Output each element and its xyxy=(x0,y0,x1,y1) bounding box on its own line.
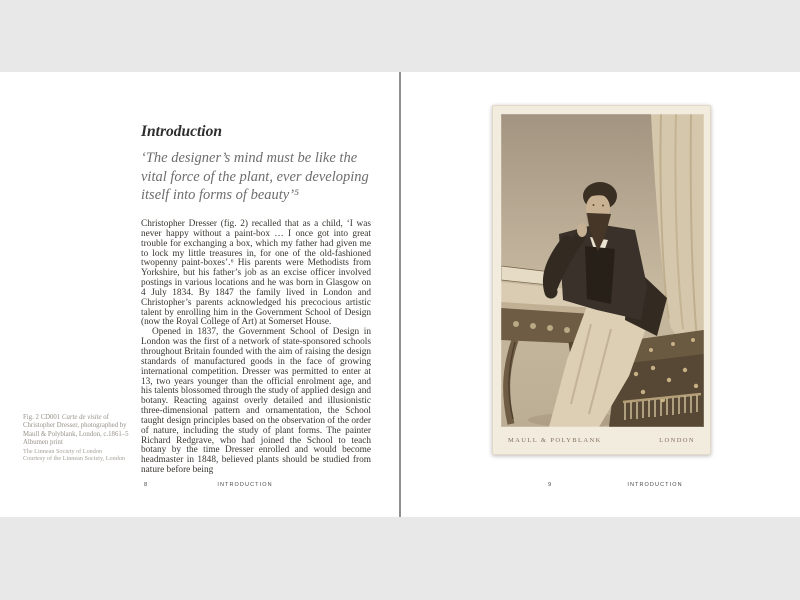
caption-line: Christopher Dresser, photographed by xyxy=(23,422,127,430)
page-gutter-divider xyxy=(399,72,401,517)
photo-mount-imprint xyxy=(493,426,710,454)
carte-de-visite-card xyxy=(492,105,711,455)
portrait-photo xyxy=(501,114,704,427)
caption-line: Fig. 2 CD001 Carte de visite of xyxy=(23,414,109,421)
running-head-left: INTRODUCTION xyxy=(217,482,273,488)
portrait-illustration xyxy=(501,114,704,427)
hand xyxy=(577,223,587,237)
body-paragraph: Opened in 1837, the Government School of Design in London was the first of a network of state-sponsored schools throughout Britain founded with the aim of raising the design standards of manufactured goods in the face of growing international competition. Dresser was permitted to enter at 13, two years younger than the official enrolment age, and his talents blossomed through the study of applied design and botany. Reacting against overly detailed and illusionistic three-dimensional pattern and ornamentation, the School taught design principles based on the observation of the order of nature, including the study of plant forms. The painter Richard Redgrave, who had joined the School to teach botany by the time Dresser enrolled and would become headmaster in 1848, believed plants should be studied from nature before being xyxy=(141,327,371,476)
figure-caption xyxy=(23,414,141,463)
caption-credit-line: The Linnean Society of London xyxy=(23,447,103,455)
body-paragraph: Christopher Dresser (fig. 2) recalled that as a child, ‘I was never happy without a paint-box … I once got into great trouble for exchanging a box, which my father had given me to lock my little treasures in, for one of the old-fashioned twopenny paint-boxes’.⁶ His parents were Methodists from Yorkshire, but his father’s job as an excise officer involved postings in various locations and he was born in Glasgow on 4 July 1834. By 1847 the family lived in London and Christopher’s parents acknowledged his precocious artistic talent by enrolling him in the Government School of Design (now the Royal College of Art) at Somerset House. xyxy=(141,219,371,328)
epigraph-quote: ‘The designer’s mind must be like the vital force of the plant, ever developing itself into forms of beauty’⁵ xyxy=(141,150,369,203)
body-text-column xyxy=(141,220,371,476)
page-number-right: 9 xyxy=(548,482,552,488)
caption-line: Albumen print xyxy=(23,439,63,447)
caption-line: Maull & Polyblank, London, c.1861–5 xyxy=(23,430,129,438)
photo-city: LONDON xyxy=(659,436,695,444)
photographer-name: MAULL & POLYBLANK xyxy=(508,436,602,444)
page-number-left: 8 xyxy=(144,482,148,488)
waistcoat xyxy=(585,246,615,304)
running-head-right: INTRODUCTION xyxy=(627,482,683,488)
chapter-heading: Introduction xyxy=(141,123,222,140)
caption-credit-line: Courtesy of the Linnean Society, London xyxy=(23,455,126,463)
